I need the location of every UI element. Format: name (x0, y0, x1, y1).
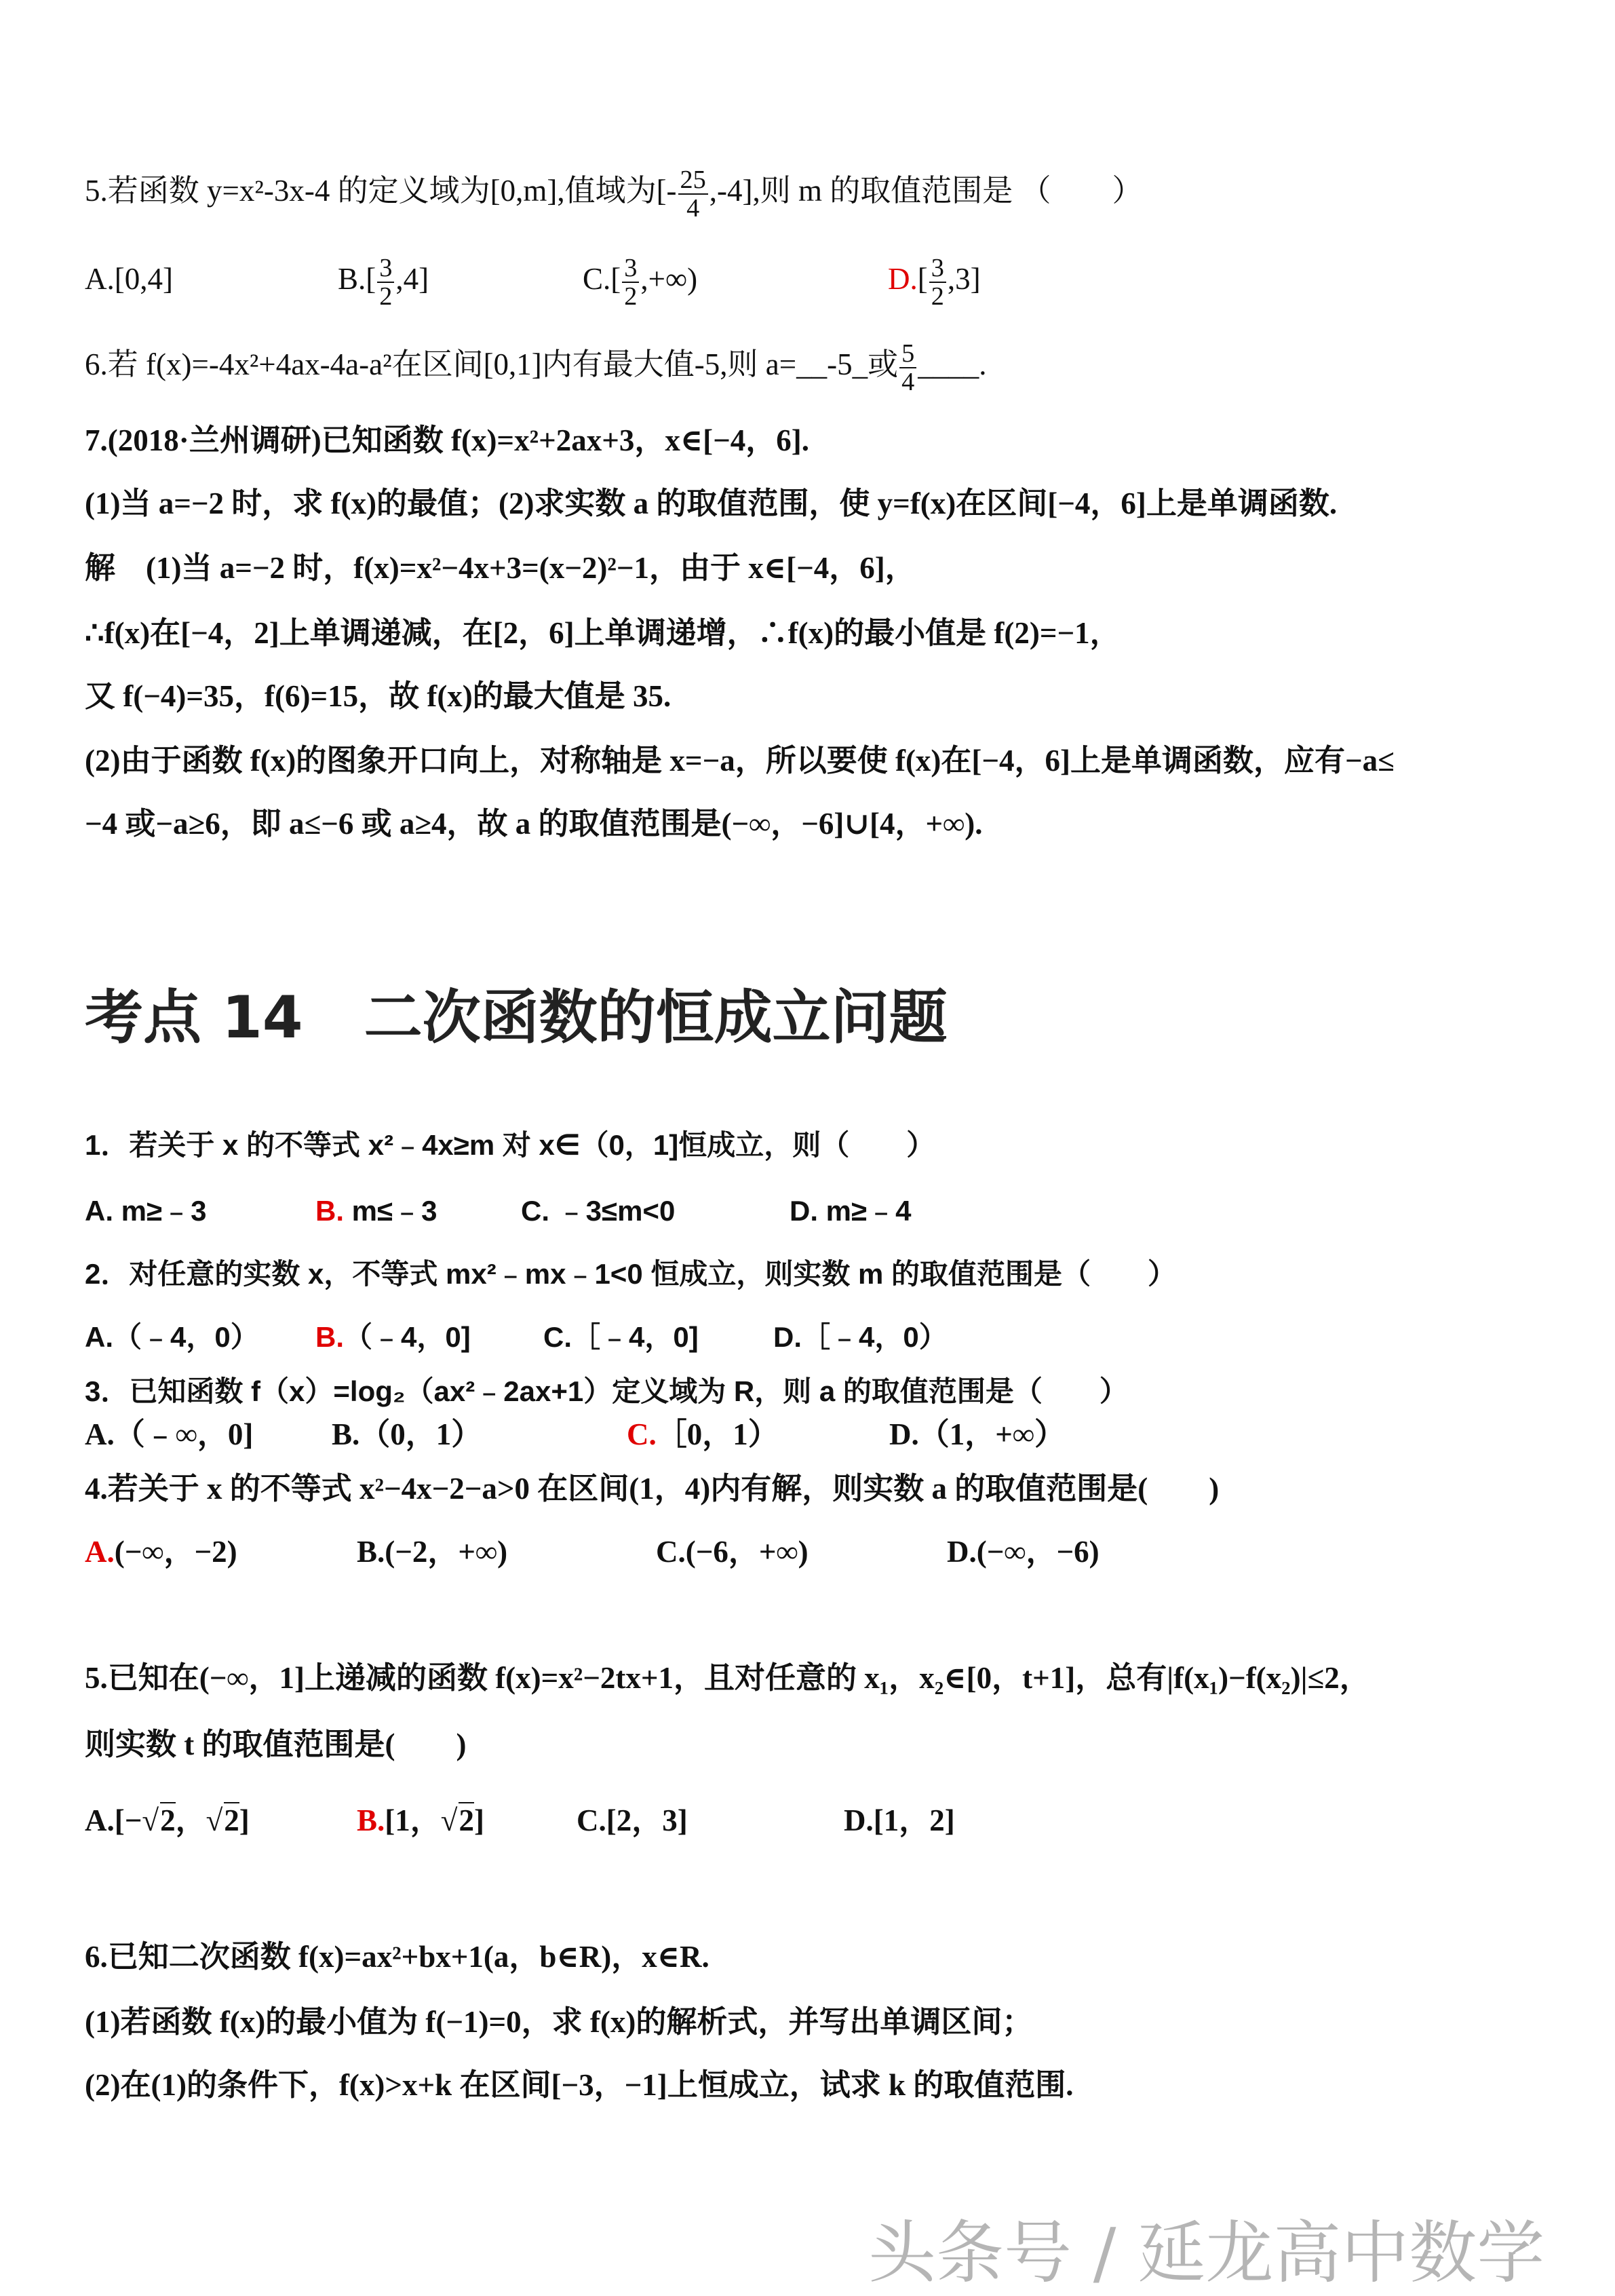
option-label: A. (85, 262, 115, 296)
denominator: 4 (686, 193, 700, 223)
option-label: C. (583, 262, 611, 296)
option-text: (−∞，−6) (976, 1535, 1100, 1569)
option-label: A. (85, 1417, 115, 1451)
denominator: 4 (901, 367, 915, 396)
option-label: B. (332, 1417, 360, 1451)
b-question-3: 3．已知函数 f（x）=log₂（ax²﹣2ax+1）定义域为 R，则 a 的取值范围是（ ） (85, 1375, 1128, 1407)
numerator: 3 (929, 254, 946, 283)
fraction (622, 254, 639, 310)
option-c (577, 1799, 844, 1842)
numerator: 25 (678, 166, 708, 195)
option-label: A. (85, 1321, 113, 1353)
b-question-5: 5.已知在(−∞，1]上递减的函数 f(x)=x²−2tx+1，且对任意的 x₁，x₂∈[0，t+1]，总有|f(x₁)−f(x₂)|≤2， (85, 1661, 1370, 1695)
b-question-4: 4.若关于 x 的不等式 x²−4x−2−a>0 在区间(1，4)内有解，则实数 a 的取值范围是( ) (85, 1472, 1220, 1506)
option-text: （﹣4，0] (344, 1321, 471, 1353)
b-question-6: 6.已知二次函数 f(x)=ax²+bx+1(a，b∈R)，x∈R. (85, 1940, 709, 1974)
option-text: [1，√ (385, 1803, 458, 1837)
option-d (947, 1530, 1116, 1573)
option-d (844, 1799, 971, 1842)
option-text: m≤﹣3 (344, 1195, 437, 1227)
question-6 (85, 332, 987, 397)
option-label: B. (338, 262, 366, 296)
option-a (85, 1799, 357, 1842)
b-question-6-part-2: (2)在(1)的条件下，f(x)>x+k 在区间[−3，−1]上恒成立，试求 k 的取值范围. (85, 2068, 1074, 2102)
option-text: （﹣∞，0] (114, 1417, 254, 1451)
option-text: ［0，1） (656, 1417, 779, 1451)
question-5 (85, 158, 1143, 223)
option-text: ［﹣4，0） (802, 1321, 948, 1353)
option-text: m≥﹣4 (818, 1195, 912, 1227)
option-text: (−2，+∞) (385, 1535, 508, 1569)
numerator: 3 (622, 254, 639, 283)
option-c (543, 1316, 773, 1359)
denominator: 2 (624, 282, 638, 311)
option-text: m≥﹣3 (113, 1195, 207, 1227)
heading-prefix: 考点 14 (85, 984, 303, 1052)
option-b (315, 1316, 543, 1359)
option-text: ,+∞) (640, 262, 698, 296)
option-c (583, 246, 888, 311)
radicand: 2 (459, 1803, 474, 1837)
option-text: [ (366, 262, 376, 296)
solution-line-3: 又 f(−4)=35，f(6)=15，故 f(x)的最大值是 35. (85, 679, 672, 713)
option-text: [1，2] (873, 1803, 955, 1837)
answer-label: C. (627, 1417, 657, 1451)
b-question-1-options (85, 1189, 927, 1233)
denominator: 2 (379, 282, 393, 311)
option-label: C. (521, 1195, 549, 1227)
option-text: (−∞，−2) (114, 1535, 237, 1569)
b-question-3-options (85, 1413, 1081, 1456)
fraction (899, 340, 916, 396)
q5-text: 5.若函数 y=x²-3x-4 的定义域为[0,m],值域为[- (85, 174, 677, 208)
option-text: ] (473, 1803, 484, 1837)
option-text: ] (239, 1803, 250, 1837)
radicand: 2 (224, 1803, 239, 1837)
option-text: （0，1） (359, 1417, 482, 1451)
option-c (656, 1530, 947, 1573)
answer-label: D. (888, 262, 918, 296)
answer-label: A. (85, 1535, 115, 1569)
b-question-5-line-2: 则实数 t 的取值范围是( ) (85, 1727, 467, 1761)
option-text: [ (917, 262, 928, 296)
question-7-title: 7.(2018·兰州调研)已知函数 f(x)=x²+2ax+3，x∈[−4，6]. (85, 423, 810, 457)
b-question-6-part-1: (1)若函数 f(x)的最小值为 f(−1)=0，求 f(x)的解析式，并写出单调区间； (85, 2005, 1033, 2039)
question-5-options (85, 246, 997, 311)
option-text: ，√ (175, 1803, 223, 1837)
option-b (315, 1189, 521, 1233)
option-label: C. (577, 1803, 606, 1837)
b-question-2-options (85, 1316, 964, 1359)
section-heading (85, 984, 948, 1052)
b-question-5-options (85, 1799, 971, 1842)
option-label: B. (357, 1535, 385, 1569)
option-text: [0,4] (114, 262, 173, 296)
option-text: [−√ (114, 1803, 159, 1837)
question-7-body: (1)当 a=−2 时，求 f(x)的最值；(2)求实数 a 的取值范围，使 y=f(x)在区间[−4，6]上是单调函数. (85, 486, 1338, 520)
option-c (521, 1189, 790, 1233)
option-label: D. (773, 1321, 802, 1353)
option-text: ,4] (395, 262, 429, 296)
option-a (85, 1413, 332, 1456)
option-text: （﹣4，0） (113, 1321, 259, 1353)
option-label: C. (543, 1321, 572, 1353)
denominator: 2 (931, 282, 944, 311)
option-text: ,3] (947, 262, 981, 296)
answer-label: B. (315, 1195, 344, 1227)
radicand: 2 (160, 1803, 176, 1837)
solution-line-2: ∴f(x)在[−4，2]上单调递减，在[2，6]上单调递增，∴f(x)的最小值是 f(2)=−1， (85, 616, 1121, 650)
numerator: 3 (377, 254, 394, 283)
option-label: D. (844, 1803, 874, 1837)
option-text: [ (610, 262, 621, 296)
solution-line-4: (2)由于函数 f(x)的图象开口向上，对称轴是 x=−a，所以要使 f(x)在[−4，6]上是单调函数，应有−a≤ (85, 744, 1395, 778)
option-b (332, 1413, 627, 1456)
option-b (338, 246, 583, 311)
option-a (85, 1316, 315, 1359)
option-text: (−6，+∞) (685, 1535, 809, 1569)
option-d (889, 1413, 1081, 1456)
option-label: A. (85, 1803, 115, 1837)
fraction (377, 254, 394, 310)
option-b (357, 1530, 656, 1573)
option-d (773, 1316, 964, 1359)
answer-label: B. (315, 1321, 344, 1353)
q5-text-end: ,-4],则 m 的取值范围是 （ ） (709, 174, 1143, 208)
option-a (85, 1189, 315, 1233)
option-a (85, 1530, 357, 1573)
heading-title: 二次函数的恒成立问题 (364, 984, 948, 1052)
option-label: C. (656, 1535, 686, 1569)
option-c (627, 1413, 889, 1456)
option-d (790, 1189, 927, 1233)
footer-source: 头条号 / 延龙高中数学 (868, 2213, 1545, 2293)
answer-label: B. (357, 1803, 385, 1837)
b-question-2: 2．对任意的实数 x，不等式 mx²﹣mx﹣1<0 恒成立，则实数 m 的取值范围是（ ） (85, 1258, 1177, 1290)
option-d (888, 246, 997, 311)
option-text: （1，+∞） (918, 1417, 1065, 1451)
option-label: D. (889, 1417, 919, 1451)
option-label: D. (790, 1195, 818, 1227)
solution-line-5: −4 或−a≥6，即 a≤−6 或 a≥4，故 a 的取值范围是(−∞，−6]∪[4，+∞). (85, 807, 983, 841)
fraction (929, 254, 946, 310)
option-text: ［﹣4，0] (572, 1321, 699, 1353)
numerator: 5 (899, 340, 916, 368)
b-question-4-options (85, 1530, 1116, 1573)
option-label: D. (947, 1535, 977, 1569)
solution-line-1: 解 (1)当 a=−2 时，f(x)=x²−4x+3=(x−2)²−1，由于 x∈[−4，6]， (85, 551, 916, 585)
q6-text-end: ____. (918, 347, 987, 381)
option-a (85, 246, 338, 311)
fraction (678, 166, 708, 222)
option-label: A. (85, 1195, 113, 1227)
b-question-1: 1．若关于 x 的不等式 x²﹣4x≥m 对 x∈（0，1]恒成立，则（ ） (85, 1129, 935, 1161)
option-text: [2，3] (606, 1803, 688, 1837)
option-b (357, 1799, 577, 1842)
option-text: ﹣3≤m<0 (549, 1195, 676, 1227)
q6-text: 6.若 f(x)=-4x²+4ax-4a-a²在区间[0,1]内有最大值-5,则 a=__-5_或 (85, 347, 899, 381)
